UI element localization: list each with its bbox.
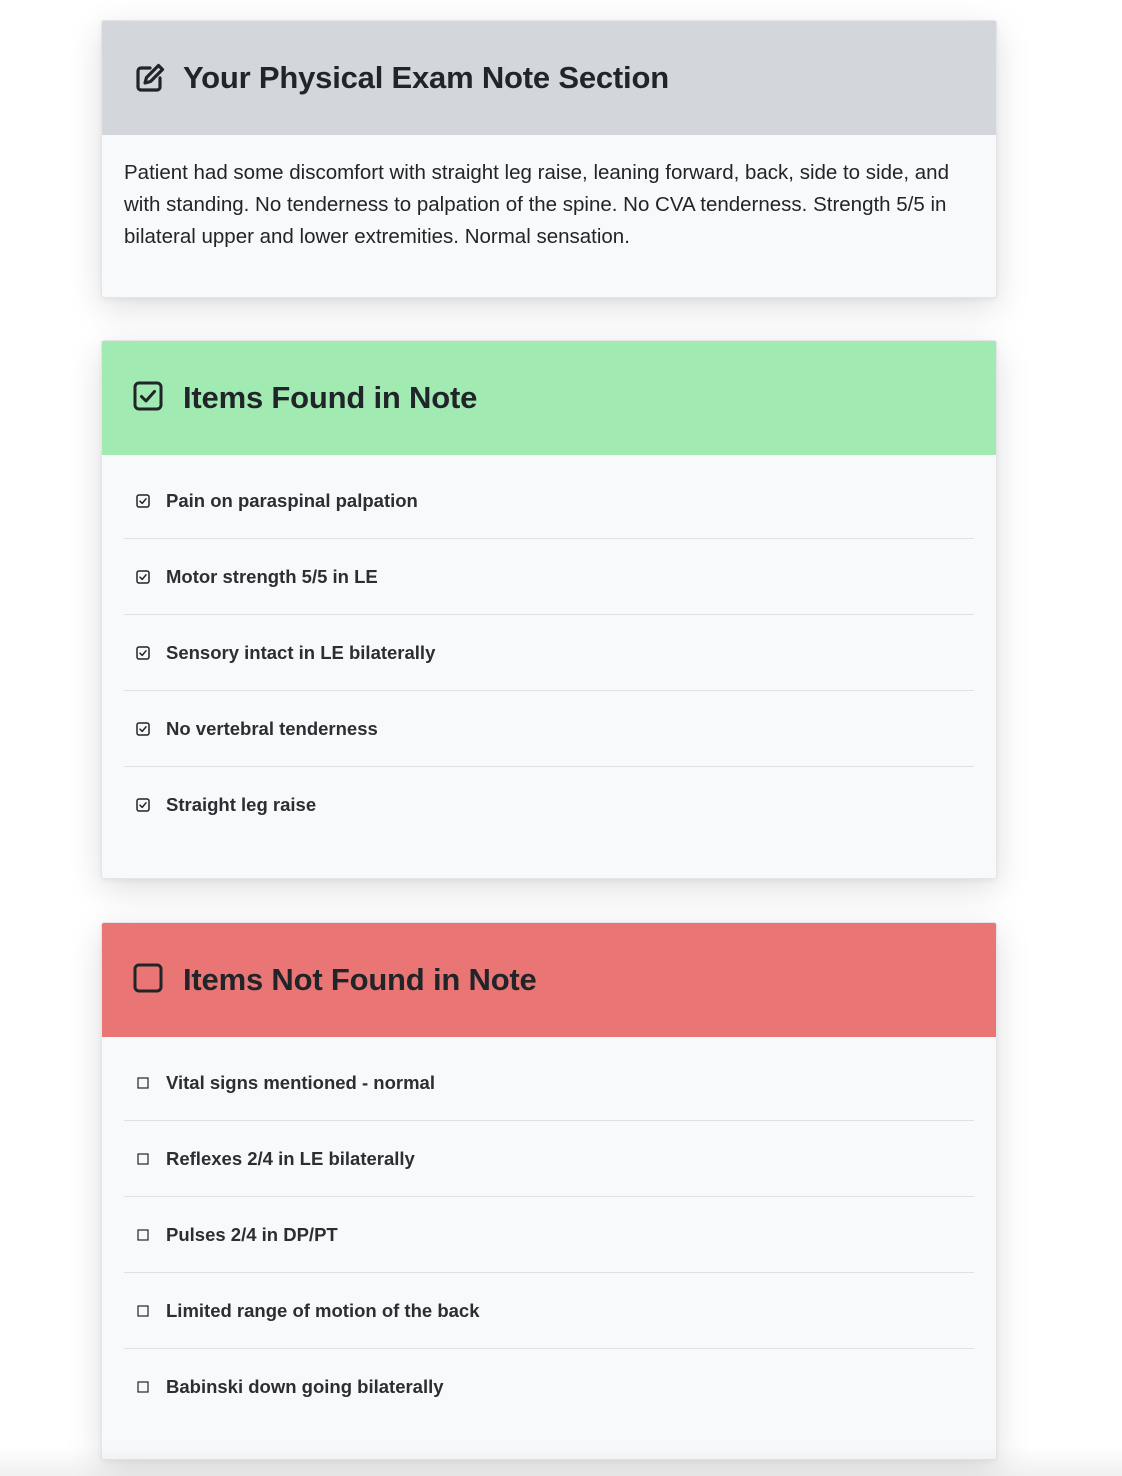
list-item xyxy=(124,1121,974,1197)
list-item-label: Reflexes 2/4 in LE bilaterally xyxy=(166,1147,415,1169)
list-item-label: Pulses 2/4 in DP/PT xyxy=(166,1223,338,1245)
checked-box-icon xyxy=(136,646,150,660)
checked-box-icon xyxy=(136,494,150,508)
items-found-card xyxy=(101,340,997,879)
list-item-label: Limited range of motion of the back xyxy=(166,1299,480,1321)
list-item xyxy=(124,1197,974,1273)
list-item xyxy=(124,539,974,615)
page-bottom-shadow xyxy=(0,1446,1122,1476)
note-text: Patient had some discomfort with straight leg raise, leaning forward, back, side to side, and with standing. No tenderness to palpation of the spine. No CVA tenderness. Strength 5/5 in bilateral upper and lower extremities. Normal sensation. xyxy=(124,161,949,248)
list-item-label: Vital signs mentioned - normal xyxy=(166,1071,435,1093)
not-found-card-title: Items Not Found in Note xyxy=(183,962,537,997)
note-card-title: Your Physical Exam Note Section xyxy=(183,60,669,95)
empty-box-icon xyxy=(136,1380,150,1394)
list-item-label: No vertebral tenderness xyxy=(166,717,378,739)
list-item xyxy=(124,1349,974,1425)
empty-box-icon xyxy=(136,1152,150,1166)
list-item xyxy=(124,767,974,843)
note-card-header xyxy=(102,21,996,135)
list-item-label: Pain on paraspinal palpation xyxy=(166,489,418,511)
empty-box-icon xyxy=(136,1304,150,1318)
empty-box-icon xyxy=(136,1228,150,1242)
not-found-items-list xyxy=(102,1045,996,1425)
found-items-list xyxy=(102,463,996,843)
list-item-label: Babinski down going bilaterally xyxy=(166,1376,444,1397)
list-item-label: Motor strength 5/5 in LE xyxy=(166,565,378,587)
empty-box-icon xyxy=(133,963,167,997)
physical-exam-note-card xyxy=(101,20,997,298)
list-item xyxy=(124,615,974,691)
checked-box-icon xyxy=(136,722,150,736)
list-item xyxy=(124,1045,974,1121)
checked-box-icon xyxy=(136,570,150,584)
checked-box-icon xyxy=(133,381,167,415)
empty-box-icon xyxy=(136,1076,150,1090)
checked-box-icon xyxy=(136,798,150,812)
not-found-card-header xyxy=(102,923,996,1037)
list-item xyxy=(124,1273,974,1349)
items-not-found-card xyxy=(101,922,997,1460)
found-card-header xyxy=(102,341,996,455)
list-item-label: Straight leg raise xyxy=(166,794,317,815)
list-item xyxy=(124,691,974,767)
list-item xyxy=(124,463,974,539)
edit-icon xyxy=(133,61,167,95)
list-item-label: Sensory intact in LE bilaterally xyxy=(166,641,436,663)
found-card-title: Items Found in Note xyxy=(183,380,478,415)
